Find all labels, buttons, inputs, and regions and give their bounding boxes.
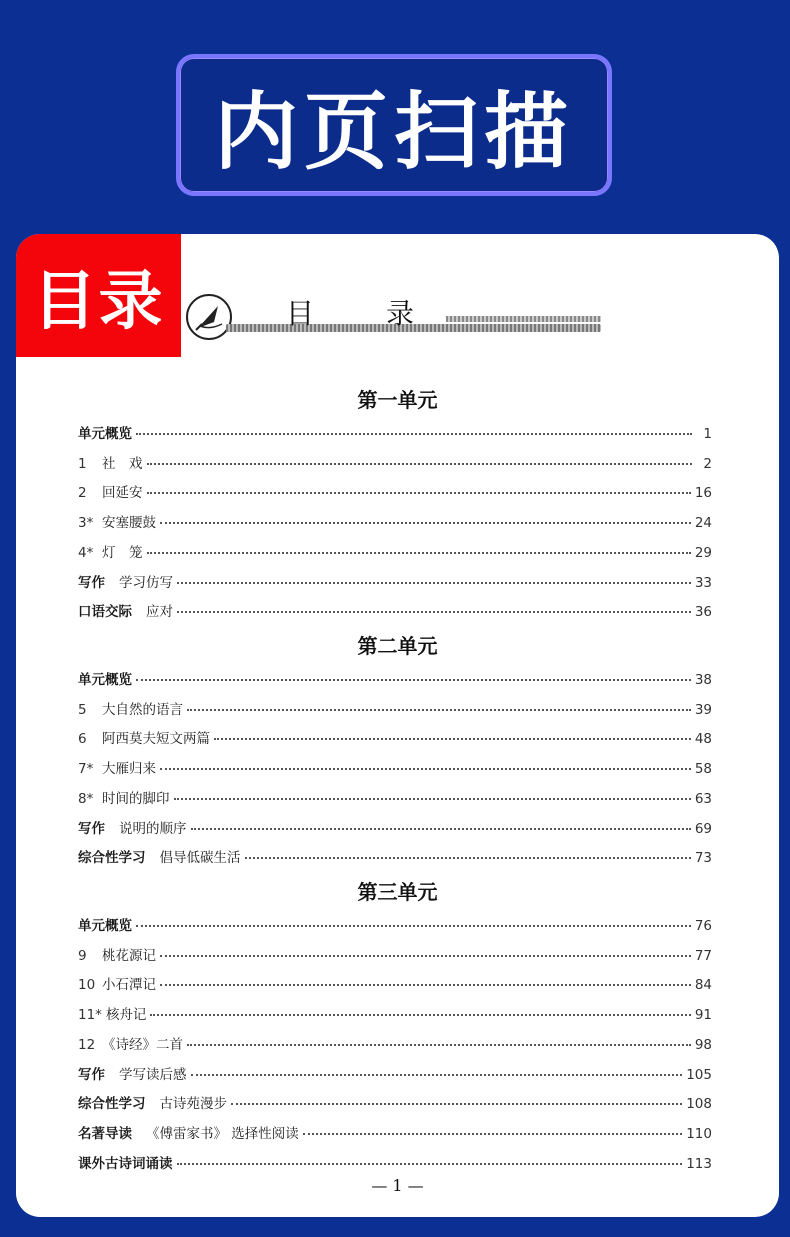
toc-entry[interactable] xyxy=(78,973,712,993)
toc-entry-subtitle: 学习仿写 xyxy=(119,574,173,591)
toc-entry-page: 16 xyxy=(694,485,712,502)
toc-leader-dots xyxy=(177,582,691,584)
toc-entry-title: 阿西莫夫短文两篇 xyxy=(102,731,210,748)
toc-entry[interactable] xyxy=(78,571,712,591)
toc-entry-number: 6 xyxy=(78,731,87,748)
toc-entry-title: 桃花源记 xyxy=(102,947,156,964)
toc-leader-dots xyxy=(191,828,691,830)
toc-entry-subtitle: 应对 xyxy=(146,604,173,621)
toc-entry-title: 回延安 xyxy=(102,485,143,502)
toc-entry-title: 写作 xyxy=(78,1066,105,1083)
toc-leader-dots xyxy=(191,1074,683,1076)
toc-tag xyxy=(16,234,181,357)
quill-icon xyxy=(186,294,232,340)
toc-entry[interactable] xyxy=(78,452,712,472)
toc-leader-dots xyxy=(177,611,691,613)
toc-entry-title: 大雁归来 xyxy=(102,761,156,778)
toc-entry[interactable] xyxy=(78,1063,712,1083)
toc-entry-number: 11* xyxy=(78,1007,102,1024)
toc-entry-page: 36 xyxy=(694,604,712,621)
toc-leader-dots xyxy=(160,768,691,770)
toc-entry-subtitle: 学写读后感 xyxy=(119,1066,187,1083)
toc-entry-page: 58 xyxy=(694,761,712,778)
toc-entry-title: 单元概览 xyxy=(78,426,132,442)
toc-leader-dots xyxy=(160,955,691,957)
toc-entry[interactable] xyxy=(78,698,712,718)
toc-entry-page: 39 xyxy=(694,701,712,718)
banner-title: 内页扫描 xyxy=(213,82,574,181)
toc-entry-number: 1 xyxy=(78,455,87,472)
toc-entry-page: 98 xyxy=(694,1036,712,1053)
toc-entry-page: 2 xyxy=(703,455,712,472)
toc-entry-title: 大自然的语言 xyxy=(102,701,183,718)
toc-entry-page: 69 xyxy=(694,820,712,837)
toc-entry[interactable] xyxy=(78,787,712,807)
toc-leader-dots xyxy=(231,1103,682,1105)
toc-leader-dots xyxy=(136,925,691,927)
heading-char-1: 目 xyxy=(286,297,315,330)
toc-entry-page: 63 xyxy=(694,790,712,807)
toc-entry-title: 社 戏 xyxy=(102,455,143,472)
toc-entry-number: 7* xyxy=(78,761,94,778)
toc-entry-page: 113 xyxy=(686,1155,712,1172)
toc-entry-page: 48 xyxy=(694,731,712,748)
unit-title: 第三单元 xyxy=(357,880,438,904)
toc-entry-title: 核舟记 xyxy=(105,1007,147,1024)
toc-heading-text xyxy=(286,292,486,332)
toc-entry-title: 写作 xyxy=(78,574,105,591)
toc-entry-title: 时间的脚印 xyxy=(102,790,170,807)
toc-entry-page: 33 xyxy=(694,574,712,591)
toc-entry-page: 108 xyxy=(686,1096,712,1113)
toc-entry-subtitle: 古诗苑漫步 xyxy=(159,1096,227,1113)
toc-entry-number: 12 xyxy=(78,1036,96,1053)
toc-entry[interactable] xyxy=(78,1003,712,1023)
toc-entry-number: 10 xyxy=(78,977,96,994)
toc-entry[interactable] xyxy=(78,914,712,934)
toc-leader-dots xyxy=(147,552,691,554)
heading-char-2: 录 xyxy=(386,297,415,330)
toc-leader-dots xyxy=(147,463,693,465)
toc-entry[interactable] xyxy=(78,817,712,837)
toc-card xyxy=(16,234,779,1217)
toc-leader-dots xyxy=(245,857,691,859)
toc-entry-number: 2 xyxy=(78,485,87,502)
toc-entry[interactable] xyxy=(78,1152,712,1172)
toc-entry-title: 名著导读 xyxy=(78,1125,132,1142)
toc-entry[interactable] xyxy=(78,422,712,442)
toc-entry-number: 4* xyxy=(78,544,94,561)
toc-leader-dots xyxy=(147,492,691,494)
toc-entry-title: 课外古诗词诵读 xyxy=(78,1155,173,1172)
toc-entry[interactable] xyxy=(78,727,712,747)
unit-title: 第一单元 xyxy=(357,388,438,412)
toc-heading xyxy=(186,294,606,342)
toc-entry-number: 8* xyxy=(78,790,94,807)
toc-leader-dots xyxy=(160,984,691,986)
toc-entry[interactable] xyxy=(78,1092,712,1112)
toc-entry-subtitle: 倡导低碳生活 xyxy=(159,850,241,867)
page-number: — 1 — xyxy=(371,1176,424,1195)
toc-leader-dots xyxy=(136,433,692,435)
banner xyxy=(176,54,612,196)
toc-entry-page: 84 xyxy=(694,977,712,994)
toc-entry[interactable] xyxy=(78,600,712,620)
toc-entry-page: 73 xyxy=(694,850,712,867)
toc-leader-dots xyxy=(174,798,691,800)
toc-entry-subtitle: 说明的顺序 xyxy=(119,820,187,837)
toc-entry[interactable] xyxy=(78,1033,712,1053)
unit-title: 第二单元 xyxy=(357,634,438,658)
toc-tag-label: 目录 xyxy=(32,264,165,339)
toc-entry[interactable] xyxy=(78,668,712,688)
toc-entry-page: 29 xyxy=(694,544,712,561)
toc-entry-title: 写作 xyxy=(78,820,105,837)
toc-leader-dots xyxy=(187,1044,691,1046)
toc-entry-page: 91 xyxy=(694,1007,712,1024)
toc-leader-dots xyxy=(177,1163,683,1165)
toc-entry[interactable] xyxy=(78,541,712,561)
toc-entry-title: 综合性学习 xyxy=(78,1096,146,1113)
toc-entry-title: 单元概览 xyxy=(78,918,132,934)
toc-entry-subtitle: 《傅雷家书》 选择性阅读 xyxy=(146,1125,299,1142)
toc-leader-dots xyxy=(214,738,691,740)
toc-entry-title: 口语交际 xyxy=(78,604,132,621)
toc-entry-title: 《诗经》二首 xyxy=(102,1036,183,1053)
toc-leader-dots xyxy=(187,709,691,711)
toc-entry-page: 1 xyxy=(703,426,712,442)
toc-leader-dots xyxy=(160,522,691,524)
toc-entry[interactable] xyxy=(78,1122,712,1142)
toc-leader-dots xyxy=(303,1133,682,1135)
toc-entry-title: 安塞腰鼓 xyxy=(102,515,156,532)
toc-entry-page: 110 xyxy=(686,1125,712,1142)
toc-entry-page: 76 xyxy=(694,918,712,934)
toc-entry[interactable] xyxy=(78,757,712,777)
toc-entry-page: 24 xyxy=(694,515,712,532)
toc-leader-dots xyxy=(136,679,691,681)
toc-entry-number: 5 xyxy=(78,701,87,718)
toc-entry-title: 灯 笼 xyxy=(102,544,143,561)
toc-entry-page: 77 xyxy=(694,947,712,964)
toc-entry[interactable] xyxy=(78,481,712,501)
toc-entry[interactable] xyxy=(78,846,712,866)
toc-entry[interactable] xyxy=(78,944,712,964)
toc-entry-title: 小石潭记 xyxy=(102,977,156,994)
toc-leader-dots xyxy=(150,1014,690,1016)
toc-entry-number: 3* xyxy=(78,515,94,532)
toc-entry[interactable] xyxy=(78,511,712,531)
toc-entry-page: 105 xyxy=(686,1066,712,1083)
toc-entry-page: 38 xyxy=(694,672,712,688)
toc-entry-title: 综合性学习 xyxy=(78,850,146,867)
toc-entry-number: 9 xyxy=(78,947,87,964)
toc-entry-title: 单元概览 xyxy=(78,672,132,688)
